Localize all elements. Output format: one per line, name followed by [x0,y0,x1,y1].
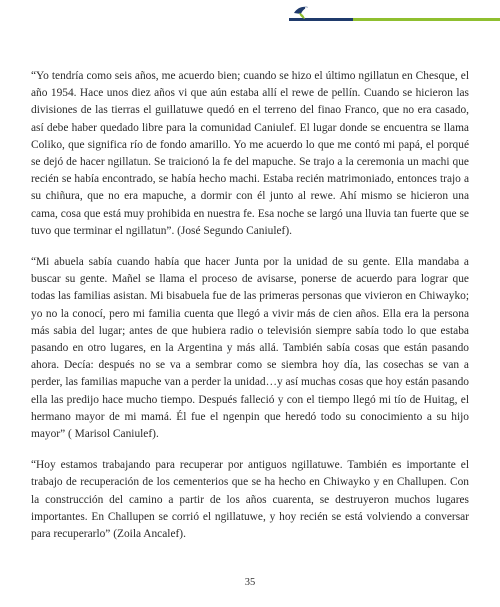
quote-paragraph-1: “Yo tendría como seis años, me acuerdo bien; cuando se hizo el último ngillatun en Chesque, el año 1954. Hace unos diez años vi que aún estaba allí el rewe de pellín. Cuando se hicieron las divisiones de las tierras el guillatuwe quedó en el terreno del finao Franco, que no era casado, así debe haber quedado libre para la comunidad Caniulef. El lugar donde se encuentra se llama Coliko, que significa río de fondo amarillo. Yo me acuerdo lo que me contó mi papá, el porqué se dejó de hacer ngillatun. Se traicionó la fe del mapuche. Se trajo a la ceremonia un machi que recién se había encontrado, se había hecho machi. Estaba recién matrimoniado, entonces trajo a su chiñura, que no era mapuche, a dormir con él junto al rewe. Ahí mismo se hicieron una cama, cosa que está muy prohibida en nuestra fe. Esa noche se largó una lluvia tan fuerte que se tuvo que terminar el ngillatun”. (José Segundo Caniulef). [31,70,469,237]
header-rule [289,18,500,21]
bird-logo-icon [292,4,310,21]
page-number: 35 [244,577,256,588]
quote-paragraph-3: “Hoy estamos trabajando para recuperar por antiguos ngillatuwe. También es importante el trabajo de recuperación de los cementerios que se ha hecho en Chiwayko y en Challupen. Con la construcción del camino a partir de los años cuarenta, se destruyeron muchos lugares importantes. En Challupen se corrió el ngillatuwe, y hoy recién se está volviendo a conversar para recuperarlo” (Zoila Ancalef). [31,459,469,541]
page-body [31,68,469,557]
quote-paragraph-2: “Mi abuela sabía cuando había que hacer Junta por la unidad de su gente. Ella mandaba a buscar su gente. Mañel se llama el proceso de avisarse, ponerse de acuerdo para lograr que todas las familias asistan. Mi bisabuela fue de las primeras personas que vivieron en Chiwayko; yo no la conocí, pero mi familia cuenta que llegó a vivir más de cien años. Ella era la persona más sabia del lugar; antes de que hubiera radio o televisión siempre sabía todo lo que estaba pasando en otro lugares, en la Argentina y más allá. También sabía cosas que están pasando ahora. Decía: después no se va a sembrar como se siembra hoy día, las cosechas se van a perder, las familias mapuche van a perder la unidad…y así muchas cosas que hoy están pasando ella las predijo hace mucho tiempo. Después falleció y con el tiempo llegó mi tío de Huitag, el hermano mayor de mi mamá. Él fue el ngenpin que heredó todo su conocimiento a su hijo mayor” ( Marisol Caniulef). [31,256,469,441]
header-rule-green [353,18,500,21]
